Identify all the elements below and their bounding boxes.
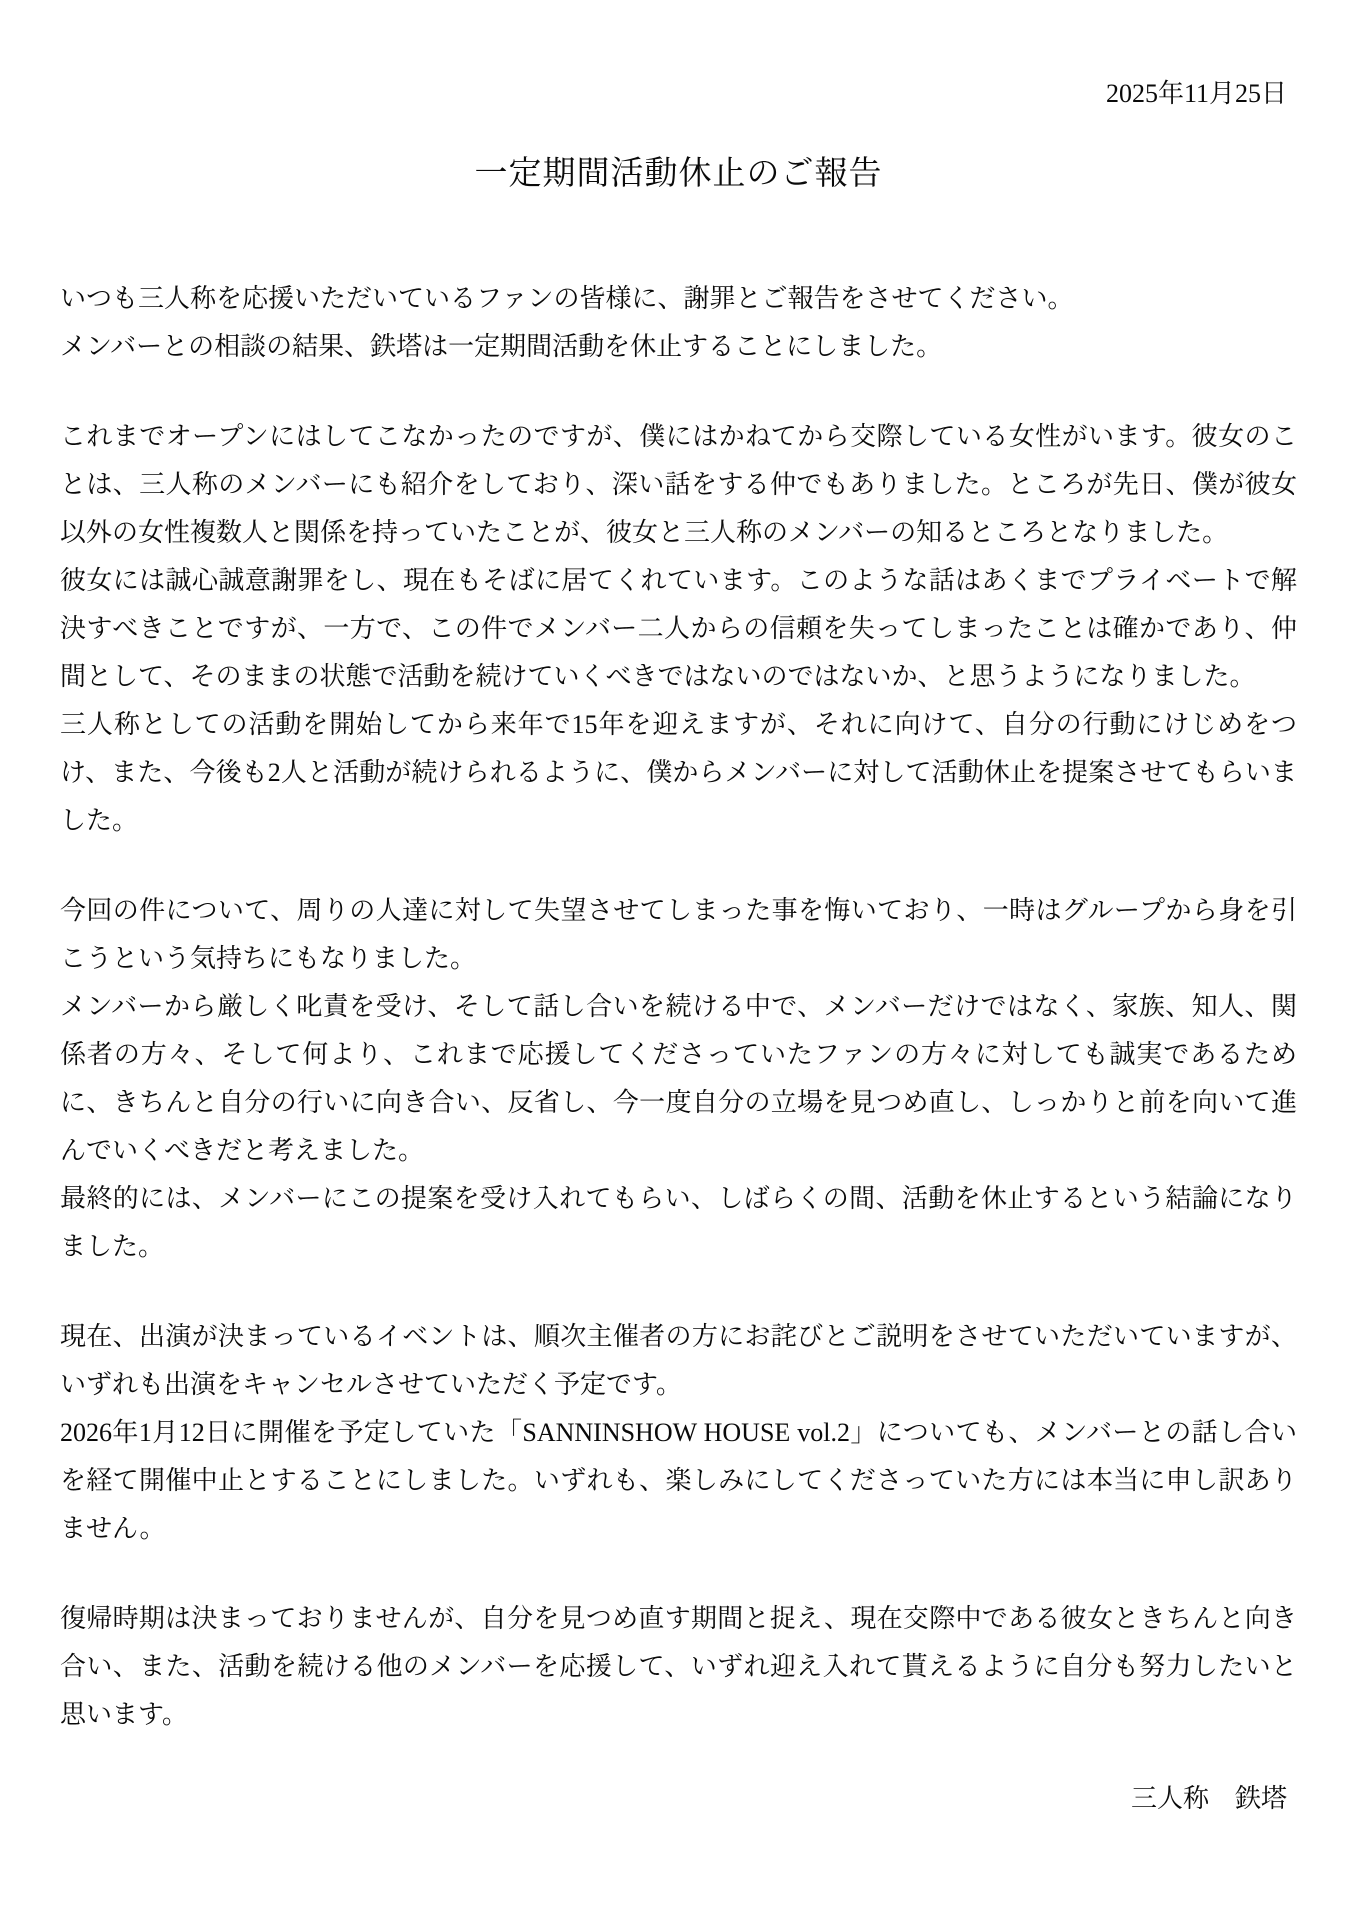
paragraph-block-greeting <box>60 275 1297 371</box>
signature: 三人称 鉄塔 <box>1130 1783 1287 1813</box>
body-paragraph: 最終的には、メンバーにこの提案を受け入れてもらい、しばらくの間、活動を休止するという結論になりました。 <box>60 1183 1297 1261</box>
paragraph-block-background <box>60 413 1297 845</box>
document-date: 2025年11月25日 <box>1105 79 1287 108</box>
body-paragraph: 現在、出演が決まっているイベントは、順次主催者の方にお詫びとご説明をさせていただいていますが、いずれも出演をキャンセルさせていただく予定です。 <box>60 1321 1297 1399</box>
body-paragraph: 今回の件について、周りの人達に対して失望させてしまった事を悔いており、一時はグループから身を引こうという気持ちにもなりました。 <box>60 895 1297 973</box>
body-paragraph: 三人称としての活動を開始してから来年で15年を迎えますが、それに向けて、自分の行動にけじめをつけ、また、今後も2人と活動が続けられるように、僕からメンバーに対して活動休止を提案させてもらいました。 <box>60 709 1297 835</box>
paragraph-block-events <box>60 1313 1297 1553</box>
body-paragraph: メンバーから厳しく叱責を受け、そして話し合いを続ける中で、メンバーだけではなく、家族、知人、関係者の方々、そして何より、これまで応援してくださっていたファンの方々に対しても誠実であるために、きちんと自分の行いに向き合い、反省し、今一度自分の立場を見つめ直し、しっかりと前を向いて進んでいくべきだと考えました。 <box>60 991 1297 1165</box>
body-paragraph: 2026年1月12日に開催を予定していた「SANNINSHOW HOUSE vol.2」についても、メンバーとの話し合いを経て開催中止とすることにしました。いずれも、楽しみにしてくださっていた方には本当に申し訳ありません。 <box>60 1417 1297 1543</box>
document-body <box>60 275 1297 1739</box>
paragraph-block-reflection <box>60 887 1297 1271</box>
body-paragraph: メンバーとの相談の結果、鉄塔は一定期間活動を休止することにしました。 <box>60 331 943 361</box>
body-paragraph: これまでオープンにはしてこなかったのですが、僕にはかねてから交際している女性がいます。彼女のことは、三人称のメンバーにも紹介をしており、深い話をする仲でもありました。ところが先日、僕が彼女以外の女性複数人と関係を持っていたことが、彼女と三人称のメンバーの知るところとなりました。 <box>60 421 1297 547</box>
body-paragraph: 彼女には誠心誠意謝罪をし、現在もそばに居てくれています。このような話はあくまでプライベートで解決すべきことですが、一方で、この件でメンバー二人からの信頼を失ってしまったことは確かであり、仲間として、そのままの状態で活動を続けていくべきではないのではないか、と思うようになりました。 <box>60 565 1297 691</box>
body-paragraph: いつも三人称を応援いただいているファンの皆様に、謝罪とご報告をさせてください。 <box>60 283 1074 313</box>
document-title: 一定期間活動休止のご報告 <box>474 156 883 193</box>
body-paragraph: 復帰時期は決まっておりませんが、自分を見つめ直す期間と捉え、現在交際中である彼女ときちんと向き合い、また、活動を続ける他のメンバーを応援して、いずれ迎え入れて貰えるように自分も努力したいと思います。 <box>60 1603 1297 1729</box>
paragraph-block-closing <box>60 1595 1297 1739</box>
